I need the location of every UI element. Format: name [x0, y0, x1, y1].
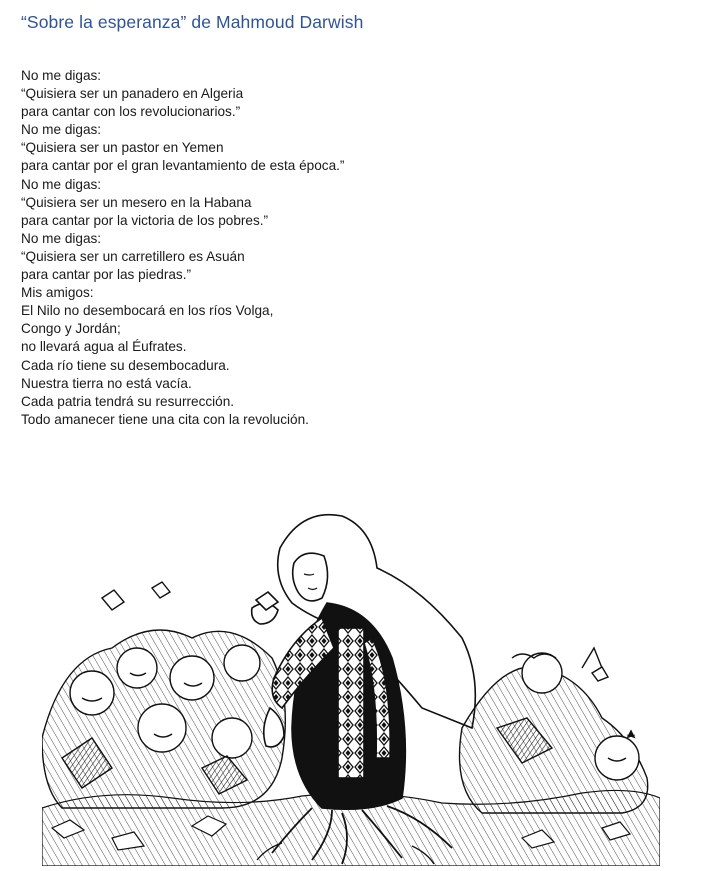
poem-line: No me digas: — [21, 176, 102, 192]
poem-line: El Nilo no desembocará en los ríos Volga, — [21, 303, 274, 319]
poem-line: “Quisiera ser un mesero en la Habana — [21, 194, 252, 210]
poem-line: No me digas: — [21, 230, 102, 246]
poem-line: Nuestra tierra no está vacía. — [21, 375, 192, 391]
poem-line: Mis amigos: — [21, 285, 94, 301]
poem-line: para cantar por las piedras.” — [21, 267, 192, 283]
poem-body — [21, 67, 344, 429]
poem-line: no llevará agua al Éufrates. — [21, 339, 187, 355]
poem-line: “Quisiera ser un pastor en Yemen — [21, 140, 224, 156]
poem-line: “Quisiera ser un panadero en Algeria — [21, 86, 244, 102]
poem-line: Todo amanecer tiene una cita con la revolución. — [21, 411, 309, 427]
crowd-right — [460, 648, 648, 813]
ink-illustration — [42, 508, 660, 866]
poem-line: para cantar por la victoria de los pobres.” — [21, 212, 269, 228]
poem-line: No me digas: — [21, 68, 102, 83]
poem-line: para cantar por el gran levantamiento de esta época.” — [21, 158, 345, 174]
poem-line: No me digas: — [21, 122, 102, 138]
crowd-left — [42, 582, 285, 808]
poem-line: para cantar con los revolucionarios.” — [21, 104, 241, 120]
poem-line: Cada río tiene su desembocadura. — [21, 357, 230, 373]
poem-line: Congo y Jordán; — [21, 321, 121, 337]
poem-line: “Quisiera ser un carretillero es Asuán — [21, 248, 245, 264]
page-title: “Sobre la esperanza” de Mahmoud Darwish — [21, 12, 364, 32]
poem-line: Cada patria tendrá su resurrección. — [21, 393, 235, 409]
